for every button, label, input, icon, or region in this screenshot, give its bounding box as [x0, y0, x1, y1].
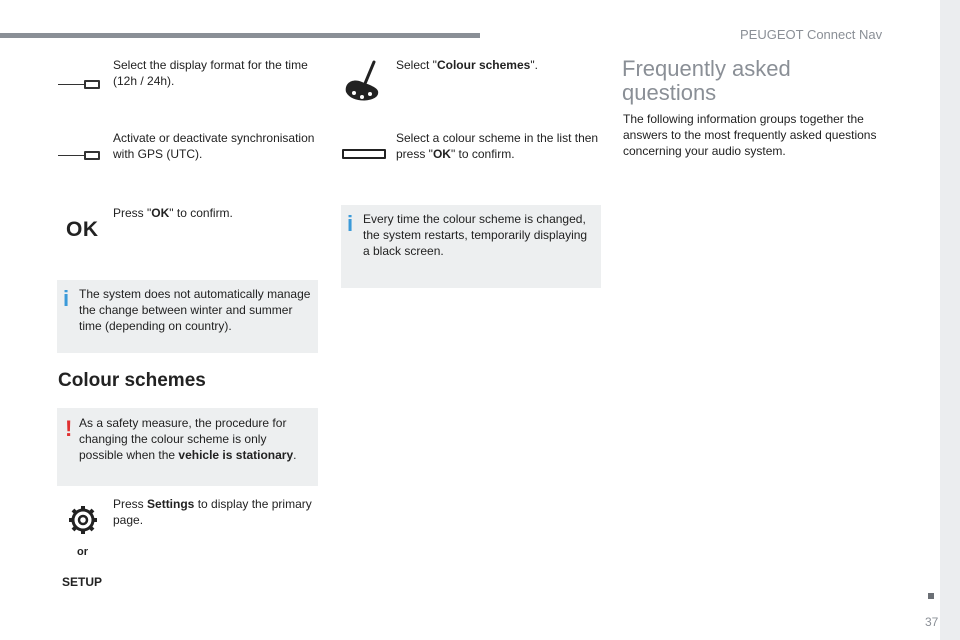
- gps-sync-label: Activate or deactivate synchronisation with GPS (UTC).: [113, 131, 315, 161]
- info-note-time: [57, 280, 318, 353]
- exclamation-icon: !: [65, 416, 73, 441]
- press-ok-post: " to confirm.: [169, 206, 233, 220]
- warning-bold: vehicle is stationary: [178, 448, 294, 462]
- select-colour-bold: Colour schemes: [436, 58, 531, 72]
- continue-marker: [928, 593, 934, 599]
- or-label: or: [77, 546, 88, 558]
- info-icon: i: [347, 211, 354, 236]
- select-colour-schemes-text: [396, 57, 601, 73]
- faq-paragraph: The following information groups together the answers to the most frequently asked questions concerning your audio system.: [623, 112, 877, 158]
- gear-icon: [68, 505, 98, 535]
- settings-pre: Press: [113, 497, 148, 511]
- settings-post: to display the primary page.: [113, 497, 312, 527]
- press-ok-bold: OK: [151, 206, 170, 220]
- setup-label: SETUP: [62, 575, 103, 589]
- info-note-restart-text: Every time the colour scheme is changed, the system restarts, temporarily displaying a black screen.: [363, 212, 588, 258]
- header-bar: [0, 33, 480, 38]
- gps-sync-text: [113, 130, 318, 162]
- ok-icon: OK: [66, 218, 99, 241]
- warning-pre: As a safety measure, the procedure for changing the colour scheme is only possible when the: [79, 416, 287, 462]
- page-edge-strip: [940, 0, 960, 640]
- warning-post: .: [293, 448, 297, 462]
- warning-note-text: [79, 415, 313, 463]
- press-ok-text: [113, 205, 318, 221]
- info-note-restart: [341, 205, 601, 288]
- select-scheme-bold: OK: [432, 147, 451, 161]
- info-icon: i: [63, 286, 70, 311]
- list-bar-icon: [342, 149, 386, 159]
- select-scheme-post: " to confirm.: [450, 147, 515, 161]
- press-settings-text: [113, 496, 318, 528]
- select-scheme-pre: Select a colour scheme in the list then press ": [396, 131, 599, 161]
- press-ok-pre: Press ": [113, 206, 152, 220]
- page-number: 37: [925, 615, 939, 629]
- select-scheme-text: [396, 130, 601, 162]
- slider-line-icon: [58, 149, 102, 163]
- slider-line-icon: [58, 78, 102, 92]
- section-title-colour-schemes: Colour schemes: [58, 370, 206, 391]
- info-note-time-text: The system does not automatically manage the change between winter and summer time (depending on country).: [79, 287, 311, 333]
- palette-brush-icon: [342, 60, 382, 104]
- warning-note: [57, 408, 318, 486]
- time-format-text: Select the display format for the time (12h / 24h).: [113, 58, 308, 88]
- document-title: PEUGEOT Connect Nav: [740, 27, 883, 42]
- select-colour-post: ".: [530, 58, 538, 72]
- settings-bold: Settings: [147, 497, 195, 511]
- select-colour-pre: Select ": [396, 58, 437, 72]
- faq-title: Frequently asked questions: [622, 56, 791, 105]
